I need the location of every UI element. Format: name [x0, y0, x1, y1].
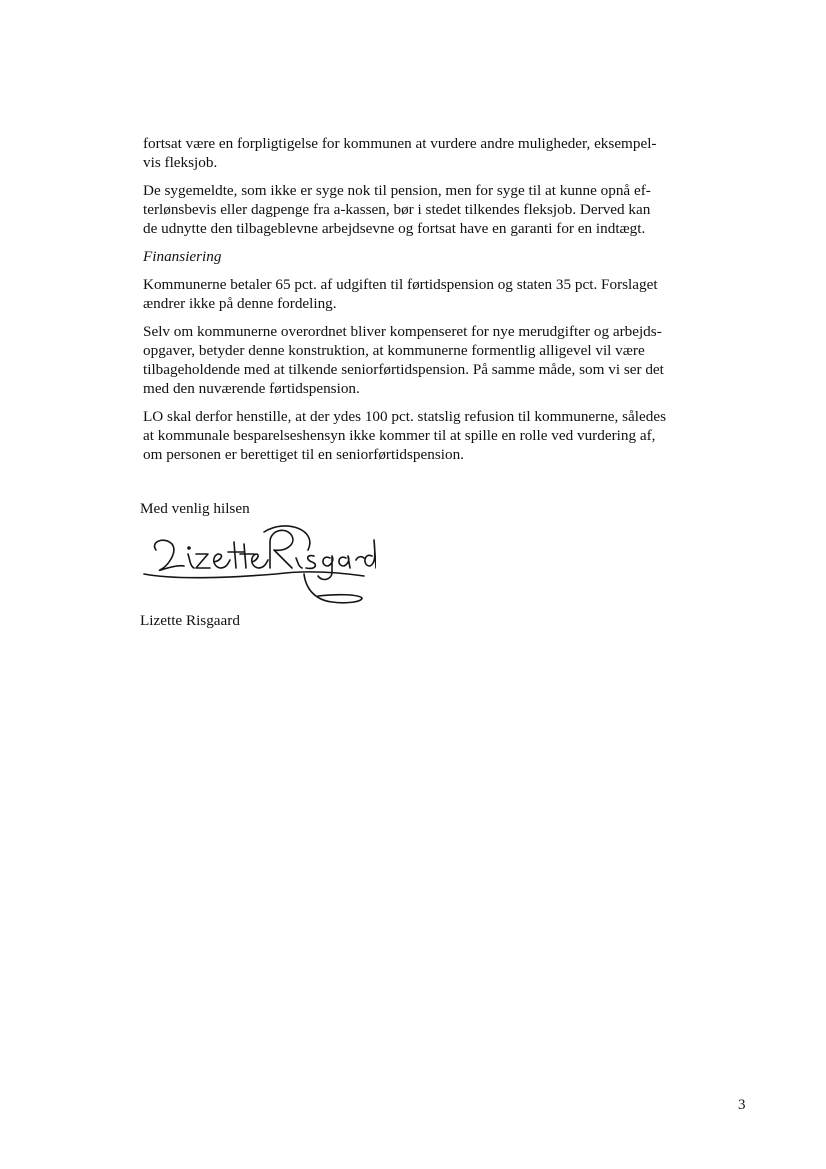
paragraph-3	[143, 275, 688, 313]
section-heading: Finansiering	[143, 248, 222, 265]
text-line: LO skal derfor henstille, at der ydes 100 pct. statslig refusion til kommunerne, således	[143, 408, 666, 425]
signer-name: Lizette Risgaard	[140, 612, 240, 629]
closing-salutation: Med venlig hilsen	[140, 500, 250, 517]
text-line: opgaver, betyder denne konstruktion, at kommunerne formentlig alligevel vil være	[143, 342, 645, 359]
paragraph-2	[143, 181, 688, 238]
text-line: ændrer ikke på denne fordeling.	[143, 295, 337, 312]
paragraph-1	[143, 134, 688, 172]
page-number: 3	[738, 1097, 746, 1113]
text-line: om personen er berettiget til en seniorførtidspension.	[143, 446, 464, 463]
handwritten-signature	[136, 520, 376, 612]
text-line: Selv om kommunerne overordnet bliver kompenseret for nye merudgifter og arbejds-	[143, 323, 662, 340]
text-line: at kommunale besparelseshensyn ikke kommer til at spille en rolle ved vurdering af,	[143, 427, 656, 444]
letter-body	[143, 134, 688, 473]
text-line: vis fleksjob.	[143, 154, 218, 171]
text-line: med den nuværende førtidspension.	[143, 380, 360, 397]
text-line: Kommunerne betaler 65 pct. af udgiften til førtidspension og staten 35 pct. Forslaget	[143, 276, 658, 293]
text-line: de udnytte den tilbageblevne arbejdsevne og fortsat have en garanti for en indtægt.	[143, 220, 646, 237]
text-line: fortsat være en forpligtigelse for kommunen at vurdere andre muligheder, eksempel-	[143, 135, 657, 152]
text-line: De sygemeldte, som ikke er syge nok til pension, men for syge til at kunne opnå ef-	[143, 182, 651, 199]
text-line: tilbageholdende med at tilkende seniorførtidspension. På samme måde, som vi ser det	[143, 361, 664, 378]
paragraph-5	[143, 407, 688, 464]
paragraph-4	[143, 322, 688, 398]
text-line: terlønsbevis eller dagpenge fra a-kassen, bør i stedet tilkendes fleksjob. Derved kan	[143, 201, 651, 218]
